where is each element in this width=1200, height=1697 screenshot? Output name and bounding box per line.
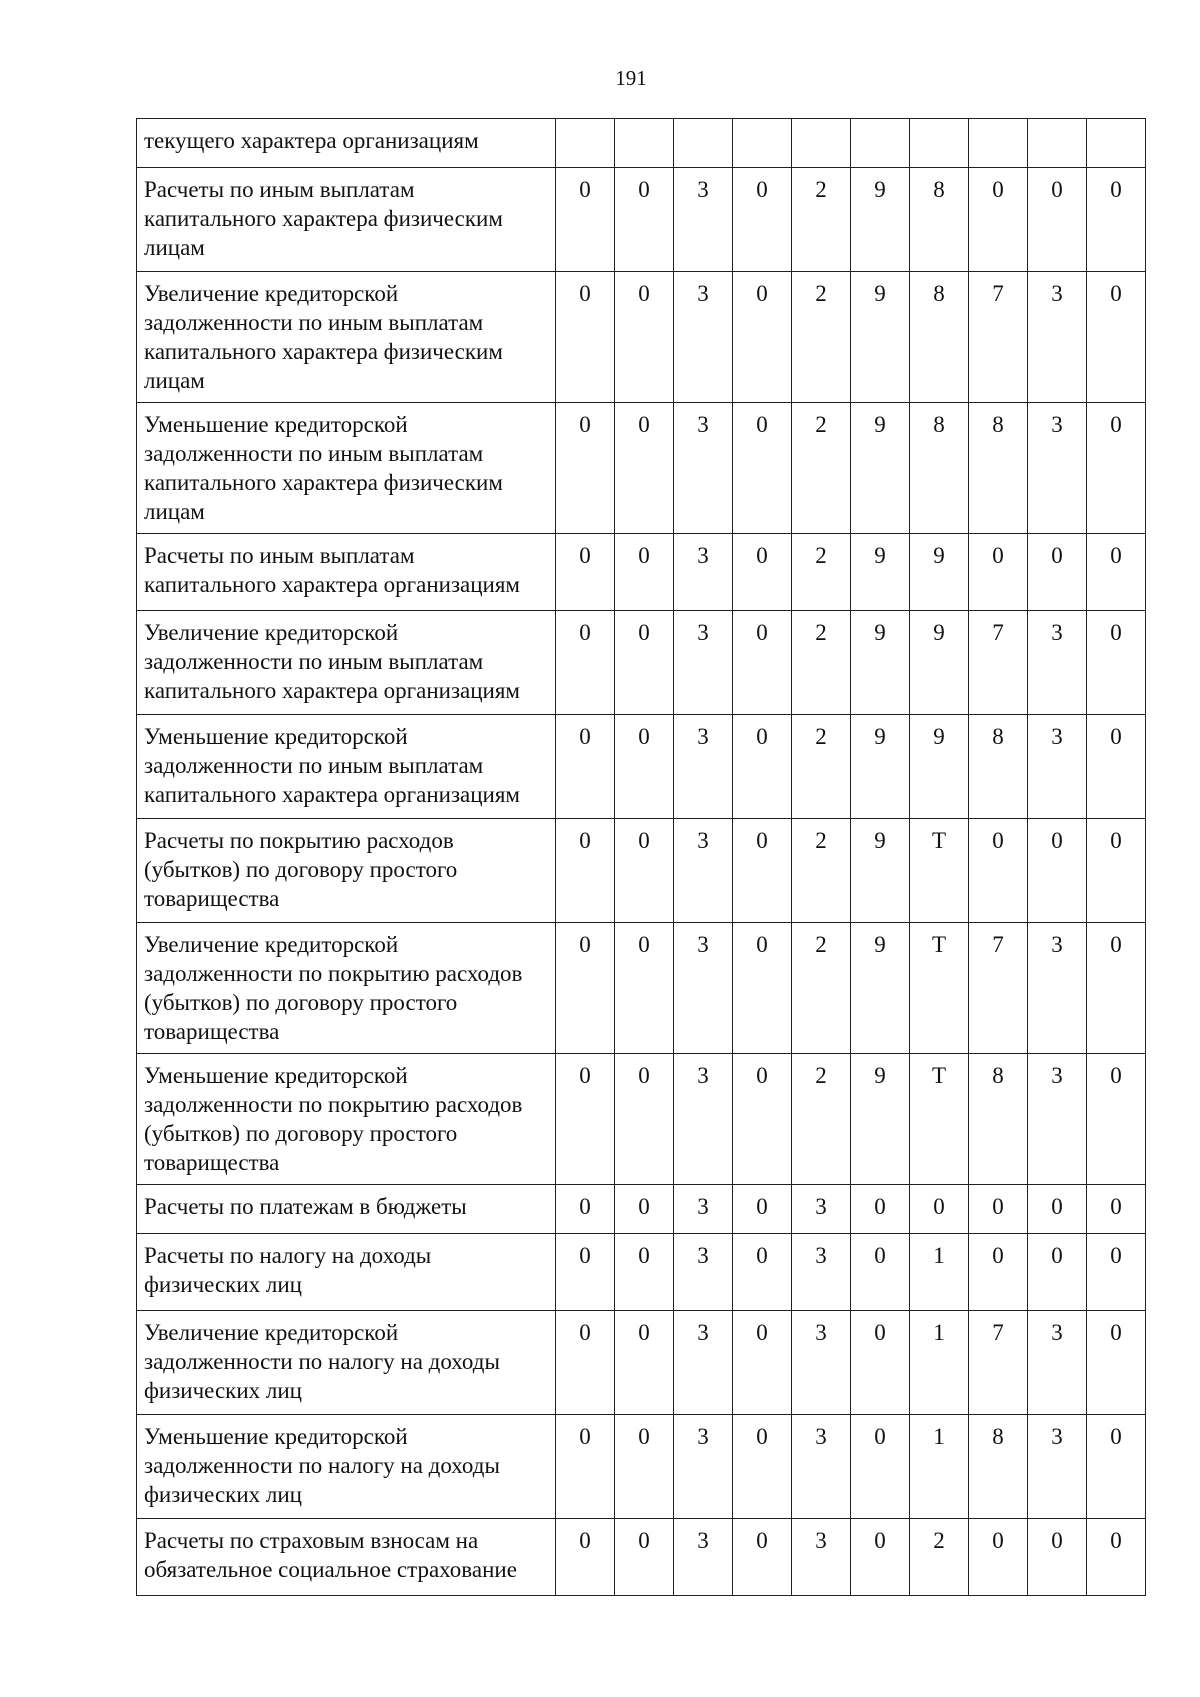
code-digit-cell: [674, 119, 733, 168]
table-row: [137, 1519, 1146, 1596]
code-digit-cell: 3: [674, 1234, 733, 1311]
code-digit-cell: 0: [615, 534, 674, 611]
code-digit-cell: 0: [969, 1519, 1028, 1596]
account-name-cell: Уменьшение кредиторской задолженности по иным выплатам капитального характера физическим лицам: [137, 403, 556, 534]
code-digit-cell: 9: [851, 715, 910, 819]
code-digit-cell: 9: [910, 534, 969, 611]
code-digit-cell: 0: [1087, 534, 1146, 611]
code-digit-cell: 0: [733, 403, 792, 534]
code-digit-cell: 0: [556, 1185, 615, 1234]
code-digit-cell: 3: [1028, 1415, 1087, 1519]
code-digit-cell: 2: [792, 819, 851, 923]
code-digit-cell: 9: [851, 272, 910, 403]
account-name-cell: Уменьшение кредиторской задолженности по покрытию расходов (убытков) по договору простого товарищества: [137, 1054, 556, 1185]
table-row: [137, 119, 1146, 168]
table-row: [137, 1185, 1146, 1234]
code-digit-cell: 0: [1028, 1519, 1087, 1596]
code-digit-cell: 9: [851, 611, 910, 715]
table-row: [137, 168, 1146, 272]
code-digit-cell: 0: [851, 1415, 910, 1519]
code-digit-cell: 0: [851, 1185, 910, 1234]
code-digit-cell: [615, 119, 674, 168]
account-name-cell: Расчеты по налогу на доходы физических лиц: [137, 1234, 556, 1311]
code-digit-cell: 8: [969, 715, 1028, 819]
code-digit-cell: 0: [615, 715, 674, 819]
code-digit-cell: 9: [851, 168, 910, 272]
code-digit-cell: 0: [1028, 534, 1087, 611]
code-digit-cell: 8: [910, 272, 969, 403]
code-digit-cell: 0: [1087, 1415, 1146, 1519]
code-digit-cell: 0: [556, 715, 615, 819]
code-digit-cell: 0: [556, 923, 615, 1054]
code-digit-cell: 0: [851, 1311, 910, 1415]
code-digit-cell: 0: [1087, 819, 1146, 923]
code-digit-cell: 0: [1087, 1234, 1146, 1311]
code-digit-cell: 3: [674, 1415, 733, 1519]
code-digit-cell: 0: [1087, 168, 1146, 272]
code-digit-cell: 3: [674, 923, 733, 1054]
code-digit-cell: [792, 119, 851, 168]
code-digit-cell: 3: [674, 1311, 733, 1415]
code-digit-cell: 0: [969, 168, 1028, 272]
code-digit-cell: 0: [969, 1185, 1028, 1234]
code-digit-cell: 0: [1087, 611, 1146, 715]
code-digit-cell: 8: [969, 1054, 1028, 1185]
code-digit-cell: 0: [733, 168, 792, 272]
accounts-table-body: [137, 119, 1146, 1596]
code-digit-cell: 0: [851, 1234, 910, 1311]
code-digit-cell: 2: [792, 923, 851, 1054]
code-digit-cell: 0: [733, 1311, 792, 1415]
code-digit-cell: 2: [792, 611, 851, 715]
code-digit-cell: 3: [1028, 611, 1087, 715]
code-digit-cell: 3: [1028, 1054, 1087, 1185]
code-digit-cell: 0: [615, 1185, 674, 1234]
code-digit-cell: [969, 119, 1028, 168]
code-digit-cell: [910, 119, 969, 168]
code-digit-cell: 0: [733, 715, 792, 819]
account-name-cell: Расчеты по страховым взносам на обязательное социальное страхование: [137, 1519, 556, 1596]
code-digit-cell: 9: [851, 819, 910, 923]
code-digit-cell: 0: [969, 534, 1028, 611]
code-digit-cell: 0: [1028, 1234, 1087, 1311]
code-digit-cell: 0: [733, 1234, 792, 1311]
code-digit-cell: 3: [792, 1415, 851, 1519]
code-digit-cell: 0: [733, 611, 792, 715]
code-digit-cell: 0: [733, 1415, 792, 1519]
code-digit-cell: 8: [969, 403, 1028, 534]
accounts-table: [136, 118, 1146, 1596]
code-digit-cell: 2: [792, 534, 851, 611]
code-digit-cell: [851, 119, 910, 168]
code-digit-cell: 0: [1087, 715, 1146, 819]
table-row: [137, 819, 1146, 923]
account-name-cell: Уменьшение кредиторской задолженности по иным выплатам капитального характера организациям: [137, 715, 556, 819]
code-digit-cell: 0: [851, 1519, 910, 1596]
code-digit-cell: 0: [733, 819, 792, 923]
code-digit-cell: 7: [969, 1311, 1028, 1415]
account-name-cell: Расчеты по иным выплатам капитального характера физическим лицам: [137, 168, 556, 272]
code-digit-cell: 0: [615, 611, 674, 715]
code-digit-cell: 0: [556, 1234, 615, 1311]
code-digit-cell: 8: [910, 168, 969, 272]
account-name-cell: Увеличение кредиторской задолженности по покрытию расходов (убытков) по договору простого товарищества: [137, 923, 556, 1054]
code-digit-cell: 3: [674, 1519, 733, 1596]
code-digit-cell: 0: [615, 923, 674, 1054]
code-digit-cell: 0: [615, 168, 674, 272]
code-digit-cell: T: [910, 923, 969, 1054]
code-digit-cell: 3: [674, 715, 733, 819]
page-number: 191: [615, 66, 647, 90]
code-digit-cell: 0: [615, 1519, 674, 1596]
code-digit-cell: 0: [733, 1519, 792, 1596]
code-digit-cell: 9: [910, 611, 969, 715]
code-digit-cell: 0: [556, 272, 615, 403]
code-digit-cell: 3: [792, 1234, 851, 1311]
code-digit-cell: 0: [1028, 1185, 1087, 1234]
code-digit-cell: 0: [556, 1415, 615, 1519]
code-digit-cell: 3: [674, 168, 733, 272]
code-digit-cell: 7: [969, 923, 1028, 1054]
code-digit-cell: 0: [556, 1519, 615, 1596]
code-digit-cell: 0: [1087, 272, 1146, 403]
account-name-cell: Расчеты по платежам в бюджеты: [137, 1185, 556, 1234]
code-digit-cell: 3: [674, 1054, 733, 1185]
code-digit-cell: 0: [969, 1234, 1028, 1311]
code-digit-cell: [556, 119, 615, 168]
code-digit-cell: 3: [674, 534, 733, 611]
account-name-cell: Уменьшение кредиторской задолженности по налогу на доходы физических лиц: [137, 1415, 556, 1519]
code-digit-cell: 0: [556, 1054, 615, 1185]
code-digit-cell: 3: [674, 272, 733, 403]
code-digit-cell: 0: [615, 1311, 674, 1415]
code-digit-cell: 2: [792, 168, 851, 272]
table-row: [137, 1415, 1146, 1519]
table-row: [137, 715, 1146, 819]
code-digit-cell: 0: [556, 534, 615, 611]
code-digit-cell: 0: [615, 819, 674, 923]
code-digit-cell: 0: [556, 403, 615, 534]
code-digit-cell: 2: [792, 1054, 851, 1185]
code-digit-cell: 8: [910, 403, 969, 534]
code-digit-cell: 9: [851, 1054, 910, 1185]
code-digit-cell: [1087, 119, 1146, 168]
code-digit-cell: 0: [556, 1311, 615, 1415]
code-digit-cell: [1028, 119, 1087, 168]
code-digit-cell: 0: [615, 272, 674, 403]
table-row: [137, 403, 1146, 534]
code-digit-cell: 0: [556, 819, 615, 923]
code-digit-cell: 0: [1028, 168, 1087, 272]
account-name-cell: Расчеты по иным выплатам капитального характера организациям: [137, 534, 556, 611]
code-digit-cell: 0: [733, 923, 792, 1054]
code-digit-cell: 8: [969, 1415, 1028, 1519]
code-digit-cell: 0: [1087, 403, 1146, 534]
code-digit-cell: 0: [969, 819, 1028, 923]
code-digit-cell: 2: [792, 403, 851, 534]
table-row: [137, 611, 1146, 715]
code-digit-cell: 3: [1028, 923, 1087, 1054]
code-digit-cell: 0: [615, 1234, 674, 1311]
code-digit-cell: 1: [910, 1415, 969, 1519]
code-digit-cell: 0: [1087, 923, 1146, 1054]
account-name-cell: Увеличение кредиторской задолженности по иным выплатам капитального характера физическим лицам: [137, 272, 556, 403]
code-digit-cell: 3: [674, 611, 733, 715]
account-name-cell: Увеличение кредиторской задолженности по налогу на доходы физических лиц: [137, 1311, 556, 1415]
table-row: [137, 534, 1146, 611]
code-digit-cell: 0: [733, 272, 792, 403]
code-digit-cell: 0: [1028, 819, 1087, 923]
code-digit-cell: 0: [1087, 1311, 1146, 1415]
code-digit-cell: 9: [851, 534, 910, 611]
table-row: [137, 923, 1146, 1054]
account-name-cell: Увеличение кредиторской задолженности по иным выплатам капитального характера организациям: [137, 611, 556, 715]
code-digit-cell: 9: [910, 715, 969, 819]
code-digit-cell: 0: [556, 168, 615, 272]
account-name-cell: Расчеты по покрытию расходов (убытков) по договору простого товарищества: [137, 819, 556, 923]
code-digit-cell: 7: [969, 611, 1028, 715]
code-digit-cell: 3: [1028, 1311, 1087, 1415]
code-digit-cell: 7: [969, 272, 1028, 403]
code-digit-cell: 3: [792, 1519, 851, 1596]
code-digit-cell: 3: [792, 1185, 851, 1234]
code-digit-cell: 2: [910, 1519, 969, 1596]
code-digit-cell: 0: [733, 1054, 792, 1185]
code-digit-cell: 3: [1028, 272, 1087, 403]
code-digit-cell: 1: [910, 1234, 969, 1311]
code-digit-cell: T: [910, 819, 969, 923]
code-digit-cell: [733, 119, 792, 168]
code-digit-cell: 3: [674, 403, 733, 534]
code-digit-cell: 9: [851, 403, 910, 534]
table-row: [137, 1234, 1146, 1311]
code-digit-cell: 0: [556, 611, 615, 715]
table-row: [137, 272, 1146, 403]
code-digit-cell: T: [910, 1054, 969, 1185]
account-name-cell: текущего характера организациям: [137, 119, 556, 168]
code-digit-cell: 1: [910, 1311, 969, 1415]
code-digit-cell: 0: [733, 1185, 792, 1234]
code-digit-cell: 3: [674, 819, 733, 923]
code-digit-cell: 0: [615, 1415, 674, 1519]
table-row: [137, 1054, 1146, 1185]
code-digit-cell: 3: [792, 1311, 851, 1415]
code-digit-cell: 0: [615, 1054, 674, 1185]
code-digit-cell: 0: [1087, 1054, 1146, 1185]
code-digit-cell: 2: [792, 272, 851, 403]
code-digit-cell: 3: [674, 1185, 733, 1234]
code-digit-cell: 0: [910, 1185, 969, 1234]
code-digit-cell: 2: [792, 715, 851, 819]
code-digit-cell: 3: [1028, 715, 1087, 819]
table-row: [137, 1311, 1146, 1415]
code-digit-cell: 0: [1087, 1519, 1146, 1596]
code-digit-cell: 3: [1028, 403, 1087, 534]
code-digit-cell: 0: [615, 403, 674, 534]
code-digit-cell: 9: [851, 923, 910, 1054]
code-digit-cell: 0: [1087, 1185, 1146, 1234]
code-digit-cell: 0: [733, 534, 792, 611]
